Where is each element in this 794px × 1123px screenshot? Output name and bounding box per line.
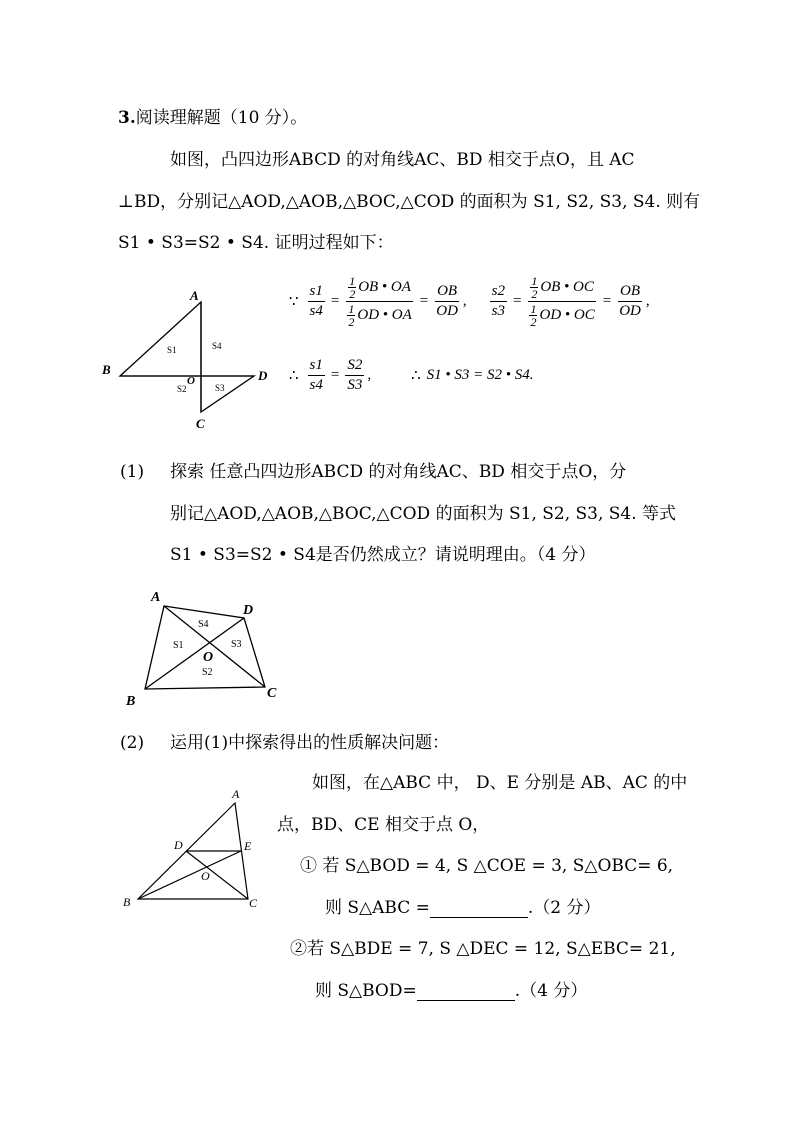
part1-line-1: 探索 任意凸四边形ABCD 的对角线AC、BD 相交于点O，分 — [170, 462, 627, 482]
fig1-region-s4: S4 — [212, 341, 222, 351]
fig2-label-a: A — [151, 590, 161, 605]
fig2-label-d: D — [243, 603, 254, 618]
part2-number: (2) — [120, 733, 145, 753]
fig2-diagonal-bd — [145, 618, 244, 689]
frac-area-ratio-2: 1 2 OB • OC 1 2 OD • OC — [527, 275, 596, 328]
frac-ob-od-1: $\frac{OB}{OD}$ — [436, 282, 458, 319]
because-symbol: ∵ — [289, 293, 299, 310]
fig1-region-s1: S1 — [167, 345, 177, 355]
part2-line-3: 点，BD、CE 相交于点 O， — [277, 815, 490, 835]
fig3-triangle — [138, 803, 248, 899]
frac-area-ratio-1: 1 2 OB • OA 1 2 OD • OA — [345, 275, 413, 328]
question-1-answer: 则 S△ABC = .（2 分） — [325, 898, 601, 918]
fig2-region-s1: S1 — [173, 640, 184, 651]
part2-line-2: 如图，在△ABC 中， D、E 分别是 AB、AC 的中 — [312, 773, 688, 793]
fig3-segment-dc — [186, 851, 248, 899]
fig3-label-b: B — [123, 895, 131, 909]
answer-blank-1[interactable] — [430, 901, 528, 918]
problem-title — [118, 108, 307, 128]
fig2-label-b: B — [126, 694, 136, 709]
fig2-diagonal-ac — [164, 606, 265, 687]
proof-conclusion: S1 • S3 = S2 • S4. — [426, 366, 534, 383]
question-2: ②若 S△BDE = 7, S △DEC = 12, S△EBC= 21, — [290, 939, 676, 959]
therefore-symbol-1: ∴ — [289, 367, 299, 384]
fig2-quadrilateral — [145, 606, 265, 689]
question-2-answer: 则 S△BOD= .（4 分） — [315, 981, 588, 1001]
problem-number: 3. — [118, 108, 136, 128]
fig3-label-a: A — [232, 787, 240, 801]
proof-line-2: ∴ $\frac{s1}{s4}$ = $\frac{S2}{S3}$ , ∴ S1 • S3 = S2 • S4. — [289, 356, 534, 393]
proof-line-1: ∵ $\frac{s1}{s4}$ = 1 2 OB • OA 1 2 OD • OA = $\frac{OB}{OD}$ , $\frac{s2}{s3}$ = 1 2 OB • OC 1 2 OD • OC = $\frac{OB}{OD}$ , — [289, 273, 650, 329]
fig3-label-o: O — [201, 869, 210, 883]
part2-line-1: 运用(1)中探索得出的性质解决问题： — [170, 733, 450, 753]
intro-line-3: S1 • S3=S2 • S4. 证明过程如下： — [118, 233, 394, 253]
fig3-label-d: D — [174, 838, 183, 852]
fig2-label-o: O — [203, 650, 214, 665]
fig2-region-s2: S2 — [202, 667, 213, 678]
question-1: ① 若 S△BOD = 4, S △COE = 3, S△OBC= 6, — [300, 856, 674, 876]
part1-line-2: 别记△AOD,△AOB,△BOC,△COD 的面积为 S1, S2, S3, S4. 等式 — [170, 504, 677, 524]
part1-line-3: S1 • S3=S2 • S4是否仍然成立？请说明理由。（4 分） — [170, 545, 596, 565]
fig1-label-c: C — [196, 416, 205, 431]
part1-number: (1) — [120, 462, 145, 482]
fig1-label-a: A — [190, 288, 199, 303]
fig1-label-o: O — [187, 375, 195, 387]
fig1-label-d: D — [258, 368, 268, 383]
intro-line-1: 如图，凸四边形ABCD 的对角线AC、BD 相交于点O，且 AC — [170, 150, 635, 170]
fig2-label-c: C — [267, 686, 277, 701]
frac-s2-s3: $\frac{s2}{s3}$ — [491, 282, 506, 319]
frac-ob-od-2: $\frac{OB}{OD}$ — [619, 282, 641, 319]
fig3-label-c: C — [249, 896, 258, 910]
fig2-region-s4: S4 — [198, 619, 209, 630]
fig1-region-s2: S2 — [177, 384, 187, 394]
fig2-region-s3: S3 — [231, 639, 242, 650]
intro-line-2: ⊥BD，分别记△AOD,△AOB,△BOC,△COD 的面积为 S1, S2, S3, S4. 则有 — [118, 192, 701, 212]
fig3-segment-be — [138, 851, 241, 899]
answer-blank-2[interactable] — [417, 984, 515, 1001]
therefore-symbol-2: ∴ — [411, 367, 421, 384]
frac-s1-s4: $\frac{s1}{s4}$ — [309, 282, 323, 319]
fig1-region-s3: S3 — [215, 383, 225, 393]
problem-title-text: 阅读理解题（10 分）。 — [135, 108, 308, 128]
fig3-label-e: E — [244, 839, 252, 853]
fig1-quadrilateral — [120, 302, 254, 412]
fig1-label-b: B — [102, 362, 111, 377]
